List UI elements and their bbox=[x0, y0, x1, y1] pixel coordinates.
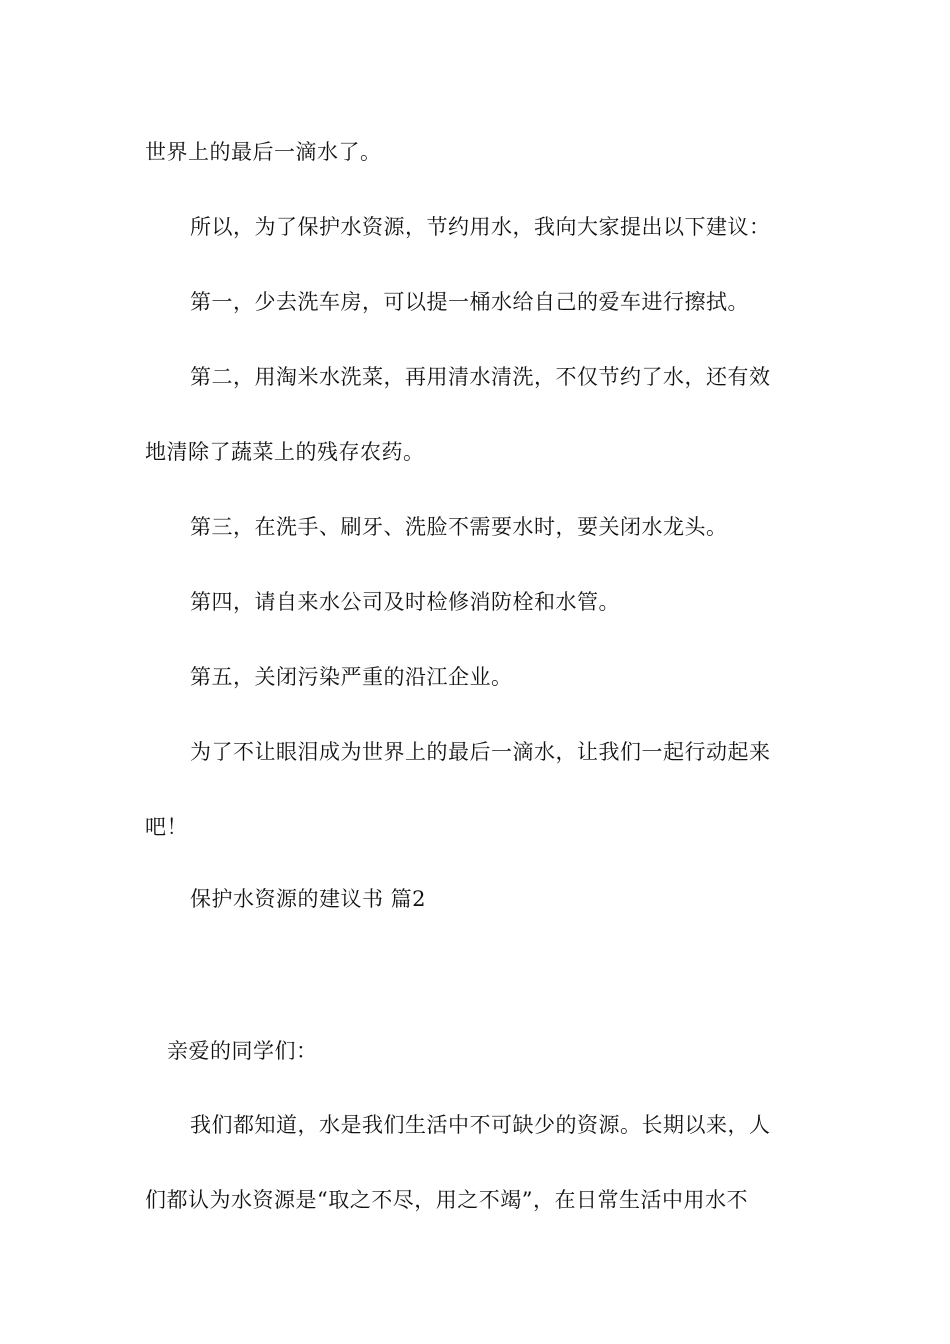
paragraph-line: 第二，用淘米水洗菜，再用清水清洗，不仅节约了水，还有效 bbox=[190, 365, 771, 389]
paragraph-line: 吧！ bbox=[145, 815, 188, 839]
paragraph-line: 世界上的最后一滴水了。 bbox=[145, 140, 382, 164]
paragraph-line: 我们都知道，水是我们生活中不可缺少的资源。长期以来，人 bbox=[190, 1113, 771, 1137]
paragraph-line: 们都认为水资源是“取之不尽，用之不竭”，在日常生活中用水不 bbox=[145, 1188, 748, 1212]
paragraph-line: 第三，在洗手、刷牙、洗脸不需要水时，要关闭水龙头。 bbox=[190, 515, 728, 539]
section-heading: 保护水资源的建议书 篇2 bbox=[190, 887, 427, 911]
paragraph-line: 第一，少去洗车房，可以提一桶水给自己的爱车进行擦拭。 bbox=[190, 290, 749, 314]
paragraph-line: 地清除了蔬菜上的残存农药。 bbox=[145, 440, 425, 464]
salutation: 亲爱的同学们： bbox=[167, 1039, 318, 1063]
paragraph-line: 为了不让眼泪成为世界上的最后一滴水，让我们一起行动起来 bbox=[190, 740, 771, 764]
paragraph-line: 第五，关闭污染严重的沿江企业。 bbox=[190, 665, 513, 689]
paragraph-line: 所以，为了保护水资源，节约用水，我向大家提出以下建议： bbox=[190, 215, 771, 239]
paragraph-line: 第四，请自来水公司及时检修消防栓和水管。 bbox=[190, 590, 620, 614]
